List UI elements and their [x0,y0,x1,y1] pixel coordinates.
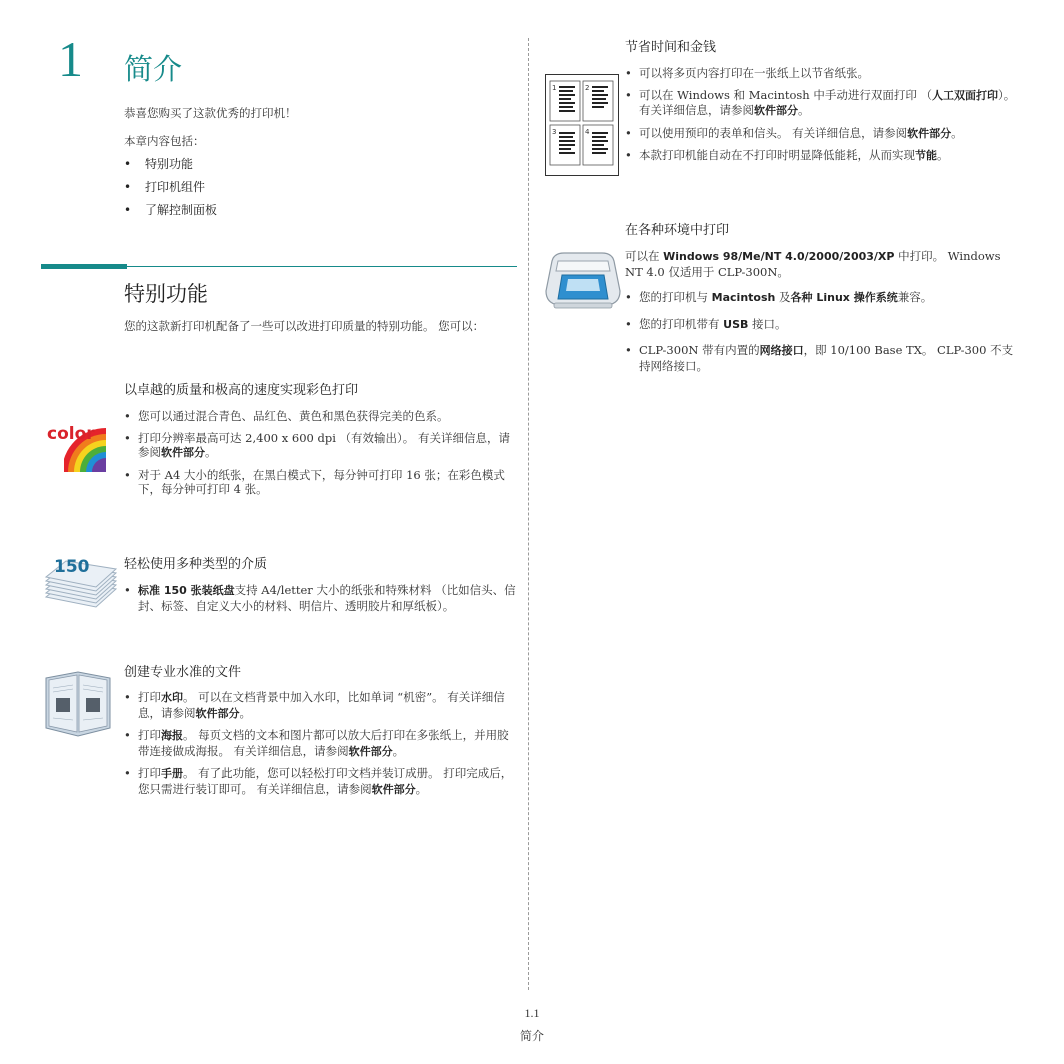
save-section-title: 节省时间和金钱 [625,40,717,55]
save-section-list [625,66,1017,171]
env-bullet-1: • 您的打印机与 Macintosh 及各种 Linux 操作系统兼容。 [625,290,1017,306]
svg-text:color: color [47,424,95,444]
column-divider [528,38,529,990]
page-number: 1.1 [524,1006,540,1020]
section-rule-accent [41,264,127,269]
svg-text:1: 1 [552,84,557,92]
docs-bullet-watermark: • 打印水印。 可以在文档背景中加入水印，比如单词 “机密”。 有关详细信息，请参阅软件部分。 [124,690,518,721]
color-bullet-1: • 您可以通过混合青色、品红色、黄色和黑色获得完美的色系。 [124,409,516,424]
color-bullet-3: • 对于 A4 大小的纸张，在黑白模式下，每分钟可打印 16 张；在彩色模式下，每分钟可打印 4 张。 [124,468,516,497]
footer-chapter-label: 简介 [519,1029,544,1043]
intro-contents-list [124,156,217,225]
intro-item-features[interactable]: • 特别功能 [124,156,217,179]
intro-item-control-panel[interactable]: • 了解控制面板 [124,202,217,225]
docs-section-title: 创建专业水准的文件 [124,665,242,680]
chapter-title: 简介 [124,52,183,86]
media-bullet-1: • 标准 150 张装纸盘支持 A4/letter 大小的纸张和特殊材料 （比如信头、信封、标签、自定义大小的材料、明信片、透明胶片和厚纸板）。 [124,583,516,613]
paper-stack-icon [44,553,118,611]
env-section-title: 在各种环境中打印 [625,223,730,238]
docs-section-list [124,690,518,804]
media-section-title: 轻松使用多种类型的介质 [124,557,268,572]
multi-page-icon [545,74,619,176]
svg-text:2: 2 [585,84,590,92]
chapter-number: 1 [58,31,83,87]
docs-bullet-poster: • 打印海报。 每页文档的文本和图片都可以放大后打印在多张纸上，并用胶带连接做成海报。 有关详细信息，请参阅软件部分。 [124,728,518,759]
printer-icon [544,247,622,311]
features-description: 您的这款新打印机配备了一些可以改进打印质量的特别功能。 您可以： [124,319,485,333]
env-bullet-2: • 您的打印机带有 USB 接口。 [625,317,1017,333]
color-section-title: 以卓越的质量和极高的速度实现彩色打印 [124,383,359,398]
env-section-list [625,290,1017,380]
intro-greeting: 恭喜您购买了这款优秀的打印机！ [124,106,297,120]
save-bullet-3: • 可以使用预印的表单和信头。 有关详细信息，请参阅软件部分。 [625,126,1017,142]
svg-text:4: 4 [585,128,590,136]
env-bullet-3: • CLP-300N 带有内置的网络接口，即 10/100 Base TX。 CLP-300 不支持网络接口。 [625,343,1017,373]
svg-text:3: 3 [552,128,557,136]
features-title: 特别功能 [124,282,208,306]
save-bullet-2: • 可以在 Windows 和 Macintosh 中手动进行双面打印 （人工双面打印）。 有关详细信息，请参阅软件部分。 [625,88,1017,119]
color-icon [46,418,106,472]
intro-item-components[interactable]: • 打印机组件 [124,179,217,202]
color-bullet-2: • 打印分辨率最高可达 2,400 x 600 dpi （有效输出）。 有关详细信息，请参阅软件部分。 [124,431,516,461]
docs-bullet-booklet: • 打印手册。 有了此功能，您可以轻松打印文档并装订成册。 打印完成后，您只需进行装订即可。 有关详细信息，请参阅软件部分。 [124,766,518,797]
book-icon [44,670,112,738]
save-bullet-1: • 可以将多页内容打印在一张纸上以节省纸张。 [625,66,1017,81]
intro-contents-label: 本章内容包括： [124,134,205,148]
media-section-list [124,583,516,620]
section-rule-line [127,266,517,267]
svg-text:150: 150 [54,557,90,577]
env-intro: 可以在 Windows 98/Me/NT 4.0/2000/2003/XP 中打印。 Windows NT 4.0 仅适用于 CLP-300N。 [625,249,1001,279]
color-section-list [124,409,516,504]
save-bullet-4: • 本款打印机能自动在不打印时明显降低能耗，从而实现节能。 [625,148,1017,164]
